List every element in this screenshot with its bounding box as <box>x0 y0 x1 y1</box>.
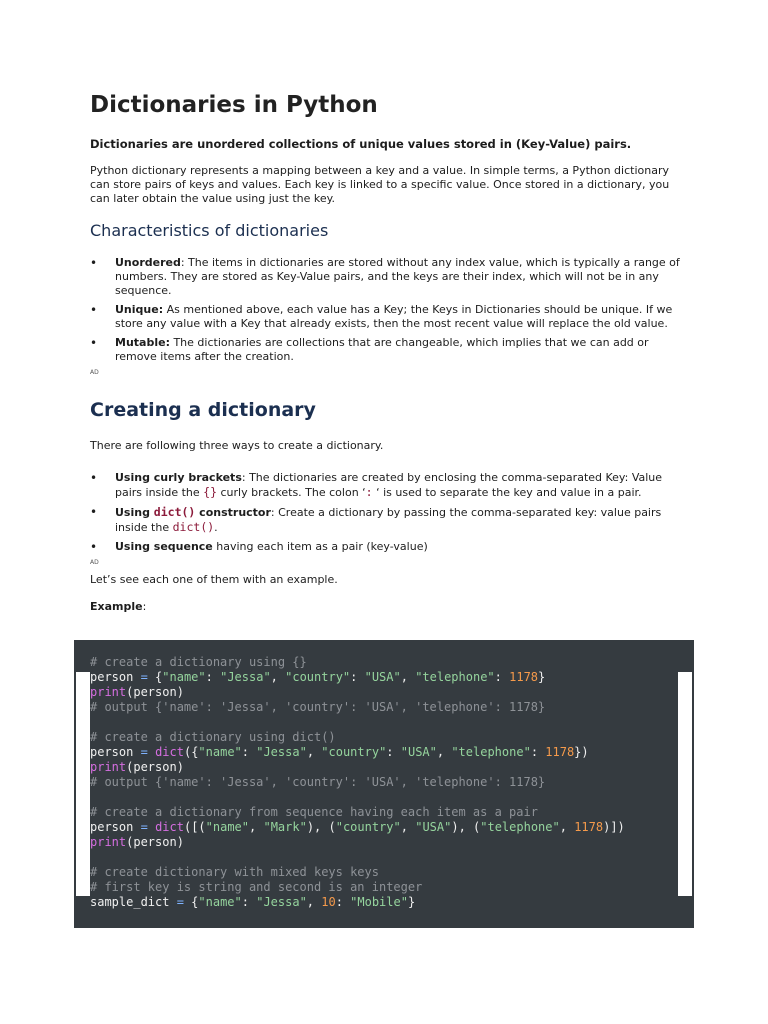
lead-paragraph: Dictionaries are unordered collections of unique values stored in (Key-Value) pairs. <box>90 137 632 151</box>
inline-code: dict() <box>172 520 215 534</box>
intro-paragraph: Python dictionary represents a mapping between a key and a value. In simple terms, a Python dictionary can store pairs of keys and values. Each key is linked to a specific value. Once stored in a dictionary, you can later obtain the value using just the key. <box>90 164 670 205</box>
page-title: Dictionaries in Python <box>90 92 378 118</box>
term: Unordered <box>115 256 181 269</box>
code-block <box>74 640 694 928</box>
list-item: • Using curly brackets: The dictionaries are created by enclosing the comma-separated Key: Value pairs inside the {} curly brackets. The colon ‘: ‘ is used to separate the key and value in a pair. <box>90 471 680 500</box>
code-listing: # create a dictionary using {} person = {"name": "Jessa", "country": "USA", "telephone": 1178} print(person) # output {'name': 'Jessa', 'country': 'USA', 'telephone': 1178} # create a dictionary using dict() person = dict({"name": "Jessa", "country": "USA", "telephone": 1178}) print(person) # output {'name': 'Jessa', 'country': 'USA', 'telephone': 1178} # create a dictionary from sequence having each item as a pair person = dict([("name", "Mark"), ("country", "USA"), ("telephone", 1178)]) print(person) # create dictionary with mixed keys keys # first key is string and second is an integer sample_dict = {"name": "Jessa", 10: "Mobile"} <box>90 655 625 909</box>
list-item: • Mutable: The dictionaries are collections that are changeable, which implies that we can add or remove items after the creation. <box>90 336 680 364</box>
ad-label: AD <box>90 559 99 566</box>
characteristics-heading: Characteristics of dictionaries <box>90 221 329 240</box>
term: Mutable: <box>115 336 170 349</box>
list-item: • Unordered: The items in dictionaries are stored without any index value, which is typically a range of numbers. They are stored as Key-Value pairs, and the keys are their index, which will not be in any sequence. <box>90 256 680 298</box>
list-item: • Unique: As mentioned above, each value has a Key; the Keys in Dictionaries should be unique. If we store any value with a Key that already exists, then the most recent value will replace the old value. <box>90 303 680 331</box>
scroll-bar-left <box>76 672 90 896</box>
example-label: Example: <box>90 600 147 613</box>
inline-code: : <box>365 485 373 499</box>
inline-code: {} <box>203 485 217 499</box>
scroll-bar-right <box>678 672 692 896</box>
creating-intro: There are following three ways to create a dictionary. <box>90 439 384 452</box>
term: Unique: <box>115 303 164 316</box>
list-item: • Using sequence having each item as a pair (key-value) <box>90 540 680 554</box>
creating-list <box>90 471 680 554</box>
characteristics-list <box>90 256 680 364</box>
creating-heading: Creating a dictionary <box>90 399 316 421</box>
list-item: • Using dict() constructor: Create a dictionary by passing the comma-separated key: value pairs inside the dict(). <box>90 505 680 535</box>
article-content <box>90 88 680 628</box>
ad-label: AD <box>90 369 99 376</box>
inline-code: dict() <box>153 505 196 519</box>
followup-paragraph: Let’s see each one of them with an example. <box>90 573 338 586</box>
